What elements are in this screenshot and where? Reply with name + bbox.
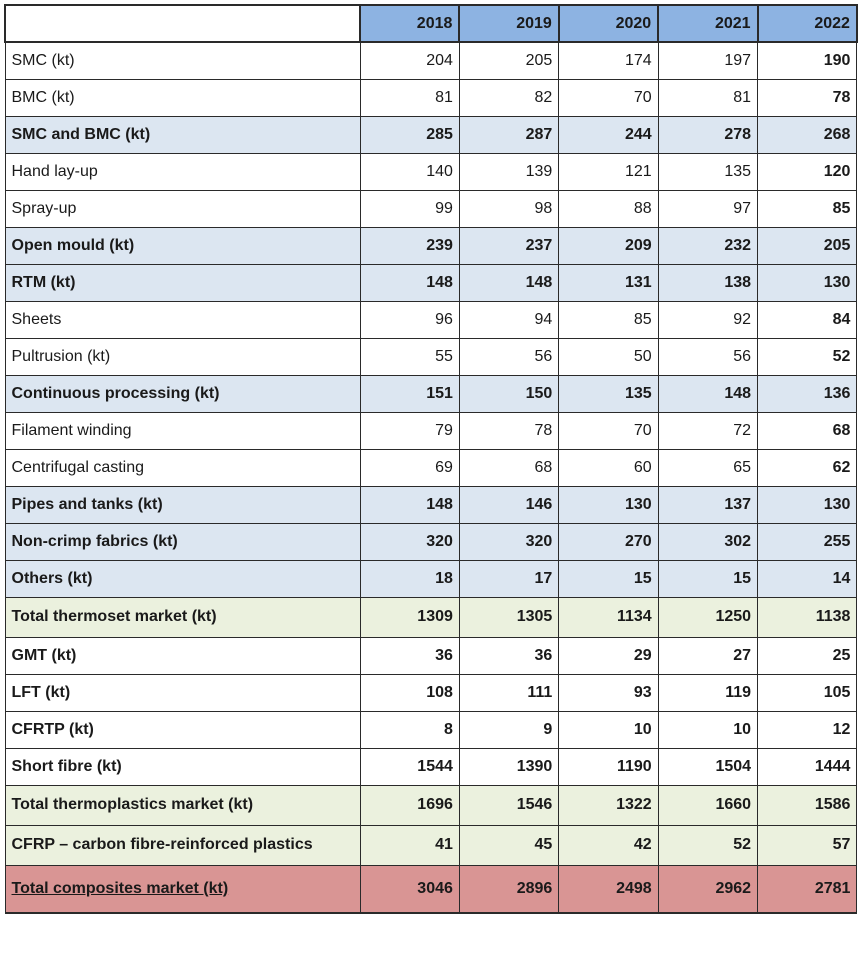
value-cell-2021: 302 bbox=[658, 523, 757, 560]
row-label-cell bbox=[5, 748, 360, 785]
row-label-cell bbox=[5, 412, 360, 449]
value-cell-2020: 15 bbox=[559, 560, 658, 597]
value-cell-2021: 1250 bbox=[658, 597, 757, 637]
value-cell-2019: 150 bbox=[459, 375, 558, 412]
row-label: Short fibre (kt) bbox=[11, 757, 122, 775]
value-cell-2020: 10 bbox=[559, 711, 658, 748]
value-cell-2020: 70 bbox=[559, 79, 658, 116]
value-cell-2019: 1546 bbox=[459, 785, 558, 825]
value-cell-2020: 130 bbox=[559, 486, 658, 523]
value-cell-2021: 1504 bbox=[658, 748, 757, 785]
row-label: Total thermoplastics market (kt) bbox=[11, 796, 254, 813]
row-label: Open mould (kt) bbox=[11, 236, 135, 254]
value-cell-2021: 15 bbox=[658, 560, 757, 597]
value-cell-2019: 98 bbox=[459, 190, 558, 227]
row-label-cell bbox=[5, 785, 360, 825]
value-cell-2019: 148 bbox=[459, 264, 558, 301]
row-label: CFRP – carbon fibre-reinforced plastics bbox=[11, 836, 313, 853]
value-cell-2020: 93 bbox=[559, 674, 658, 711]
value-cell-2018: 148 bbox=[360, 486, 459, 523]
row-label-cell bbox=[5, 153, 360, 190]
table-row bbox=[5, 116, 857, 153]
header-year: 2022 bbox=[758, 5, 857, 42]
value-cell-2020: 85 bbox=[559, 301, 658, 338]
table-row bbox=[5, 711, 857, 748]
value-cell-2021: 81 bbox=[658, 79, 757, 116]
row-label: GMT (kt) bbox=[11, 646, 77, 664]
value-cell-2020: 42 bbox=[559, 825, 658, 865]
header-year: 2021 bbox=[658, 5, 757, 42]
value-cell-2018: 239 bbox=[360, 227, 459, 264]
table-row bbox=[5, 264, 857, 301]
table-row bbox=[5, 79, 857, 116]
value-cell-2018: 285 bbox=[360, 116, 459, 153]
table-row bbox=[5, 375, 857, 412]
row-label: Total thermoset market (kt) bbox=[11, 608, 217, 625]
value-cell-2022: 1444 bbox=[758, 748, 857, 785]
value-cell-2019: 9 bbox=[459, 711, 558, 748]
value-cell-2018: 1309 bbox=[360, 597, 459, 637]
value-cell-2020: 1134 bbox=[559, 597, 658, 637]
value-cell-2021: 232 bbox=[658, 227, 757, 264]
value-cell-2022: 52 bbox=[758, 338, 857, 375]
row-label: Total composites market (kt) bbox=[11, 879, 229, 897]
value-cell-2022: 62 bbox=[758, 449, 857, 486]
value-cell-2019: 146 bbox=[459, 486, 558, 523]
value-cell-2021: 72 bbox=[658, 412, 757, 449]
value-cell-2019: 94 bbox=[459, 301, 558, 338]
table-row bbox=[5, 560, 857, 597]
header-row bbox=[5, 5, 857, 42]
value-cell-2020: 131 bbox=[559, 264, 658, 301]
table-row bbox=[5, 338, 857, 375]
value-cell-2019: 1305 bbox=[459, 597, 558, 637]
value-cell-2019: 139 bbox=[459, 153, 558, 190]
value-cell-2018: 55 bbox=[360, 338, 459, 375]
value-cell-2022: 25 bbox=[758, 637, 857, 674]
value-cell-2022: 268 bbox=[758, 116, 857, 153]
table-row bbox=[5, 825, 857, 865]
value-cell-2022: 68 bbox=[758, 412, 857, 449]
value-cell-2022: 120 bbox=[758, 153, 857, 190]
composites-market-table bbox=[4, 4, 858, 914]
row-label: Filament winding bbox=[11, 421, 132, 439]
row-label: CFRTP (kt) bbox=[11, 720, 94, 738]
value-cell-2021: 2962 bbox=[658, 865, 757, 913]
value-cell-2020: 60 bbox=[559, 449, 658, 486]
row-label-cell bbox=[5, 674, 360, 711]
table-row bbox=[5, 153, 857, 190]
table-row bbox=[5, 523, 857, 560]
row-label: BMC (kt) bbox=[11, 88, 75, 106]
value-cell-2018: 148 bbox=[360, 264, 459, 301]
value-cell-2018: 108 bbox=[360, 674, 459, 711]
table-row bbox=[5, 42, 857, 79]
row-label-cell bbox=[5, 227, 360, 264]
value-cell-2019: 205 bbox=[459, 42, 558, 79]
value-cell-2018: 1696 bbox=[360, 785, 459, 825]
row-label-cell bbox=[5, 637, 360, 674]
value-cell-2021: 278 bbox=[658, 116, 757, 153]
row-label: LFT (kt) bbox=[11, 683, 71, 701]
value-cell-2021: 1660 bbox=[658, 785, 757, 825]
value-cell-2022: 78 bbox=[758, 79, 857, 116]
value-cell-2020: 2498 bbox=[559, 865, 658, 913]
row-label: Spray-up bbox=[11, 199, 77, 217]
row-label-cell bbox=[5, 486, 360, 523]
row-label: Pipes and tanks (kt) bbox=[11, 495, 163, 513]
value-cell-2021: 92 bbox=[658, 301, 757, 338]
value-cell-2021: 138 bbox=[658, 264, 757, 301]
value-cell-2022: 57 bbox=[758, 825, 857, 865]
value-cell-2020: 50 bbox=[559, 338, 658, 375]
header-year: 2018 bbox=[360, 5, 459, 42]
header-year: 2019 bbox=[459, 5, 558, 42]
value-cell-2018: 18 bbox=[360, 560, 459, 597]
value-cell-2018: 41 bbox=[360, 825, 459, 865]
table-row bbox=[5, 785, 857, 825]
value-cell-2022: 130 bbox=[758, 486, 857, 523]
value-cell-2019: 68 bbox=[459, 449, 558, 486]
row-label-cell bbox=[5, 711, 360, 748]
value-cell-2022: 14 bbox=[758, 560, 857, 597]
row-label-cell bbox=[5, 190, 360, 227]
value-cell-2020: 209 bbox=[559, 227, 658, 264]
value-cell-2020: 29 bbox=[559, 637, 658, 674]
table-row bbox=[5, 674, 857, 711]
value-cell-2021: 10 bbox=[658, 711, 757, 748]
table-row bbox=[5, 486, 857, 523]
value-cell-2018: 320 bbox=[360, 523, 459, 560]
value-cell-2021: 137 bbox=[658, 486, 757, 523]
value-cell-2018: 140 bbox=[360, 153, 459, 190]
value-cell-2019: 56 bbox=[459, 338, 558, 375]
value-cell-2020: 1190 bbox=[559, 748, 658, 785]
row-label-cell bbox=[5, 560, 360, 597]
table-row bbox=[5, 865, 857, 913]
value-cell-2019: 17 bbox=[459, 560, 558, 597]
value-cell-2019: 45 bbox=[459, 825, 558, 865]
table-body bbox=[5, 42, 857, 913]
value-cell-2020: 88 bbox=[559, 190, 658, 227]
value-cell-2018: 204 bbox=[360, 42, 459, 79]
value-cell-2021: 97 bbox=[658, 190, 757, 227]
value-cell-2022: 205 bbox=[758, 227, 857, 264]
value-cell-2022: 255 bbox=[758, 523, 857, 560]
value-cell-2018: 96 bbox=[360, 301, 459, 338]
row-label: Non-crimp fabrics (kt) bbox=[11, 532, 178, 550]
value-cell-2019: 82 bbox=[459, 79, 558, 116]
row-label-cell bbox=[5, 597, 360, 637]
row-label: SMC (kt) bbox=[11, 51, 75, 69]
value-cell-2022: 130 bbox=[758, 264, 857, 301]
value-cell-2021: 65 bbox=[658, 449, 757, 486]
header-corner-cell bbox=[5, 5, 360, 42]
row-label-cell bbox=[5, 264, 360, 301]
value-cell-2018: 81 bbox=[360, 79, 459, 116]
value-cell-2019: 320 bbox=[459, 523, 558, 560]
table-row bbox=[5, 227, 857, 264]
row-label-cell bbox=[5, 338, 360, 375]
value-cell-2021: 148 bbox=[658, 375, 757, 412]
value-cell-2022: 84 bbox=[758, 301, 857, 338]
row-label: Sheets bbox=[11, 310, 62, 328]
value-cell-2020: 270 bbox=[559, 523, 658, 560]
value-cell-2020: 135 bbox=[559, 375, 658, 412]
row-label-cell bbox=[5, 42, 360, 79]
value-cell-2018: 69 bbox=[360, 449, 459, 486]
table-row bbox=[5, 301, 857, 338]
row-label: SMC and BMC (kt) bbox=[11, 125, 151, 143]
row-label-cell bbox=[5, 825, 360, 865]
value-cell-2022: 136 bbox=[758, 375, 857, 412]
value-cell-2018: 3046 bbox=[360, 865, 459, 913]
value-cell-2020: 174 bbox=[559, 42, 658, 79]
row-label-cell bbox=[5, 79, 360, 116]
row-label: Hand lay-up bbox=[11, 162, 98, 180]
value-cell-2019: 237 bbox=[459, 227, 558, 264]
value-cell-2022: 1138 bbox=[758, 597, 857, 637]
row-label: Others (kt) bbox=[11, 569, 93, 587]
value-cell-2022: 12 bbox=[758, 711, 857, 748]
row-label-cell bbox=[5, 449, 360, 486]
row-label: RTM (kt) bbox=[11, 273, 76, 291]
table-row bbox=[5, 412, 857, 449]
table-row bbox=[5, 748, 857, 785]
value-cell-2020: 1322 bbox=[559, 785, 658, 825]
value-cell-2019: 36 bbox=[459, 637, 558, 674]
row-label-cell bbox=[5, 865, 360, 913]
value-cell-2018: 79 bbox=[360, 412, 459, 449]
value-cell-2020: 244 bbox=[559, 116, 658, 153]
value-cell-2019: 287 bbox=[459, 116, 558, 153]
value-cell-2018: 1544 bbox=[360, 748, 459, 785]
value-cell-2019: 2896 bbox=[459, 865, 558, 913]
value-cell-2018: 8 bbox=[360, 711, 459, 748]
value-cell-2019: 78 bbox=[459, 412, 558, 449]
value-cell-2022: 190 bbox=[758, 42, 857, 79]
row-label: Continuous processing (kt) bbox=[11, 384, 220, 402]
value-cell-2021: 27 bbox=[658, 637, 757, 674]
header-year: 2020 bbox=[559, 5, 658, 42]
value-cell-2019: 1390 bbox=[459, 748, 558, 785]
value-cell-2021: 119 bbox=[658, 674, 757, 711]
value-cell-2021: 56 bbox=[658, 338, 757, 375]
table-row bbox=[5, 449, 857, 486]
value-cell-2018: 36 bbox=[360, 637, 459, 674]
row-label-cell bbox=[5, 523, 360, 560]
row-label: Centrifugal casting bbox=[11, 458, 145, 476]
table-row bbox=[5, 190, 857, 227]
row-label-cell bbox=[5, 375, 360, 412]
row-label-cell bbox=[5, 116, 360, 153]
value-cell-2022: 105 bbox=[758, 674, 857, 711]
value-cell-2018: 151 bbox=[360, 375, 459, 412]
row-label-cell bbox=[5, 301, 360, 338]
table-header bbox=[5, 5, 857, 42]
value-cell-2020: 121 bbox=[559, 153, 658, 190]
value-cell-2018: 99 bbox=[360, 190, 459, 227]
value-cell-2022: 85 bbox=[758, 190, 857, 227]
table-row bbox=[5, 597, 857, 637]
value-cell-2022: 1586 bbox=[758, 785, 857, 825]
value-cell-2021: 197 bbox=[658, 42, 757, 79]
row-label: Pultrusion (kt) bbox=[11, 347, 111, 365]
value-cell-2021: 135 bbox=[658, 153, 757, 190]
value-cell-2020: 70 bbox=[559, 412, 658, 449]
table-row bbox=[5, 637, 857, 674]
value-cell-2021: 52 bbox=[658, 825, 757, 865]
value-cell-2022: 2781 bbox=[758, 865, 857, 913]
value-cell-2019: 111 bbox=[459, 674, 558, 711]
